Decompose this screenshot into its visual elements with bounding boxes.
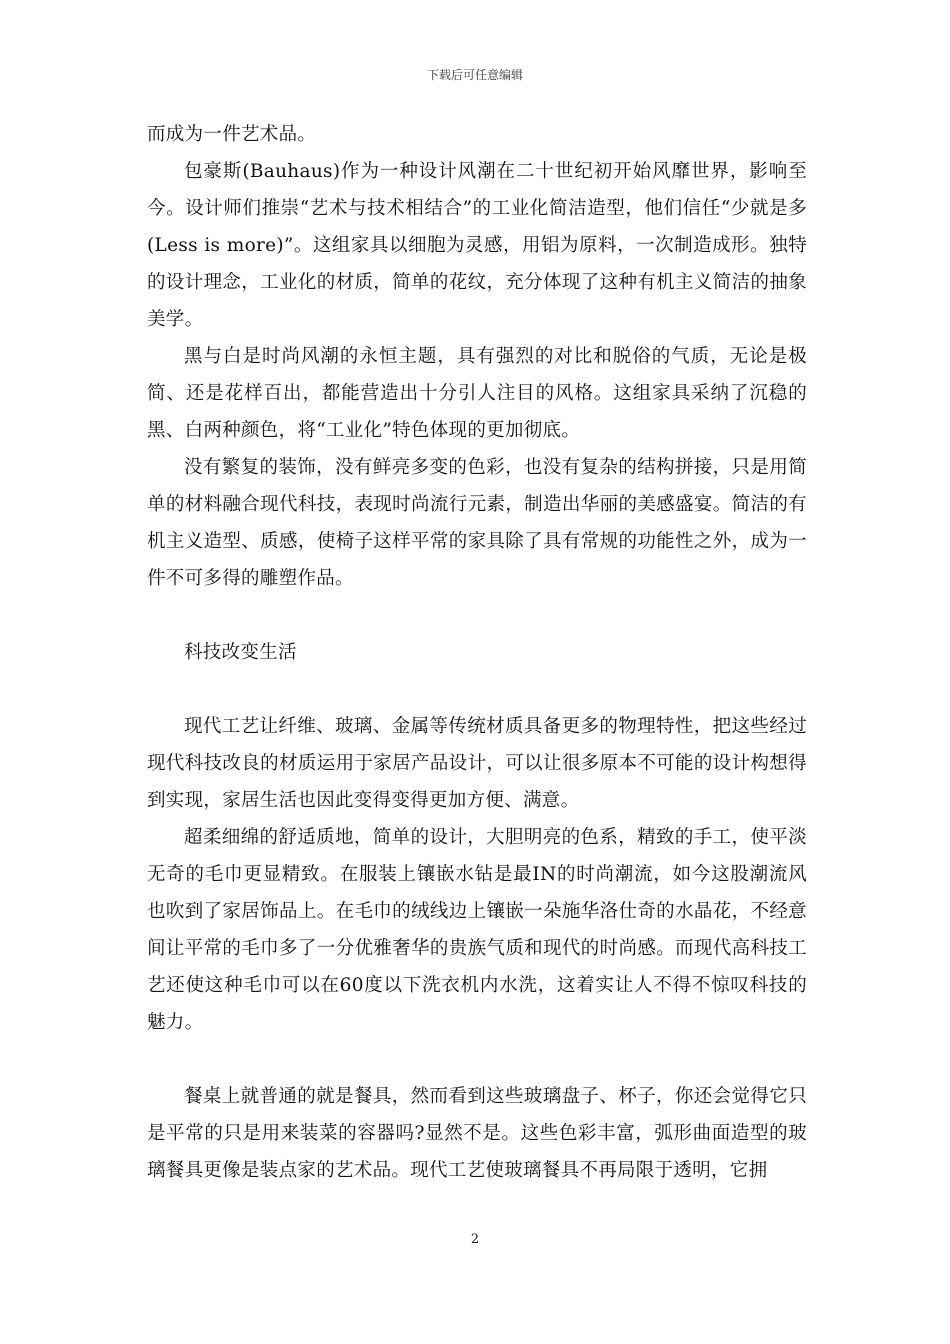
page-header: 下载后可任意编辑	[426, 68, 523, 82]
paragraph-bauhaus: 包豪斯(Bauhaus)作为一种设计风潮在二十世纪初开始风靡世界，影响至今。设计师们推崇“艺术与技术相结合”的工业化简洁造型，他们信任“少就是多(Less is more)”。这组家具以细胞为灵感，用铝为原料，一次制造成形。独特的设计理念，工业化的材质，简单的花纹，充分体现了这种有机主义简洁的抽象美学。	[147, 161, 807, 330]
blank-line	[147, 597, 807, 634]
blank-line	[147, 671, 807, 708]
document-body	[147, 116, 807, 1189]
paragraph-modern-craft: 现代工艺让纤维、玻璃、金属等传统材质具备更多的物理特性，把这些经过现代科技改良的材质运用于家居产品设计，可以让很多原本不可能的设计构想得到实现，家居生活也因此变得变得更加方便、满意。	[147, 716, 807, 811]
section-heading: 科技改变生活	[184, 642, 297, 663]
paragraph-towel: 超柔细绵的舒适质地，简单的设计，大胆明亮的色系，精致的手工，使平淡无奇的毛巾更显精致。在服装上镶嵌水钻是最IN的时尚潮流，如今这股潮流风也吹到了家居饰品上。在毛巾的绒线边上镶嵌一朵施华洛仕奇的水晶花，不经意间让平常的毛巾多了一分优雅奢华的贵族气质和现代的时尚感。而现代高科技工艺还使这种毛巾可以在60度以下洗衣机内水洗，这着实让人不得不惊叹科技的魅力。	[147, 827, 807, 1033]
paragraph-tableware: 餐桌上就普通的就是餐具，然而看到这些玻璃盘子、杯子，你还会觉得它只是平常的只是用来装菜的容器吗?显然不是。这些色彩丰富，弧形曲面造型的玻璃餐具更像是装点家的艺术品。现代工艺使玻璃餐具不再局限于透明，它拥	[147, 1086, 807, 1181]
page-number: 2	[470, 1232, 480, 1247]
paragraph-no-decoration: 没有繁复的装饰，没有鲜亮多变的色彩，也没有复杂的结构拼接，只是用简单的材料融合现代科技，表现时尚流行元素，制造出华丽的美感盛宴。简洁的有机主义造型、质感，使椅子这样平常的家具除了具有常规的功能性之外，成为一件不可多得的雕塑作品。	[147, 457, 807, 589]
paragraph-continuation: 而成为一件艺术品。	[147, 124, 317, 145]
paragraph-black-white: 黑与白是时尚风潮的永恒主题，具有强烈的对比和脱俗的气质，无论是极简、还是花样百出，都能营造出十分引人注目的风格。这组家具采纳了沉稳的黑、白两种颜色，将“工业化”特色体现的更加彻底。	[147, 346, 807, 441]
blank-line	[147, 1041, 807, 1078]
